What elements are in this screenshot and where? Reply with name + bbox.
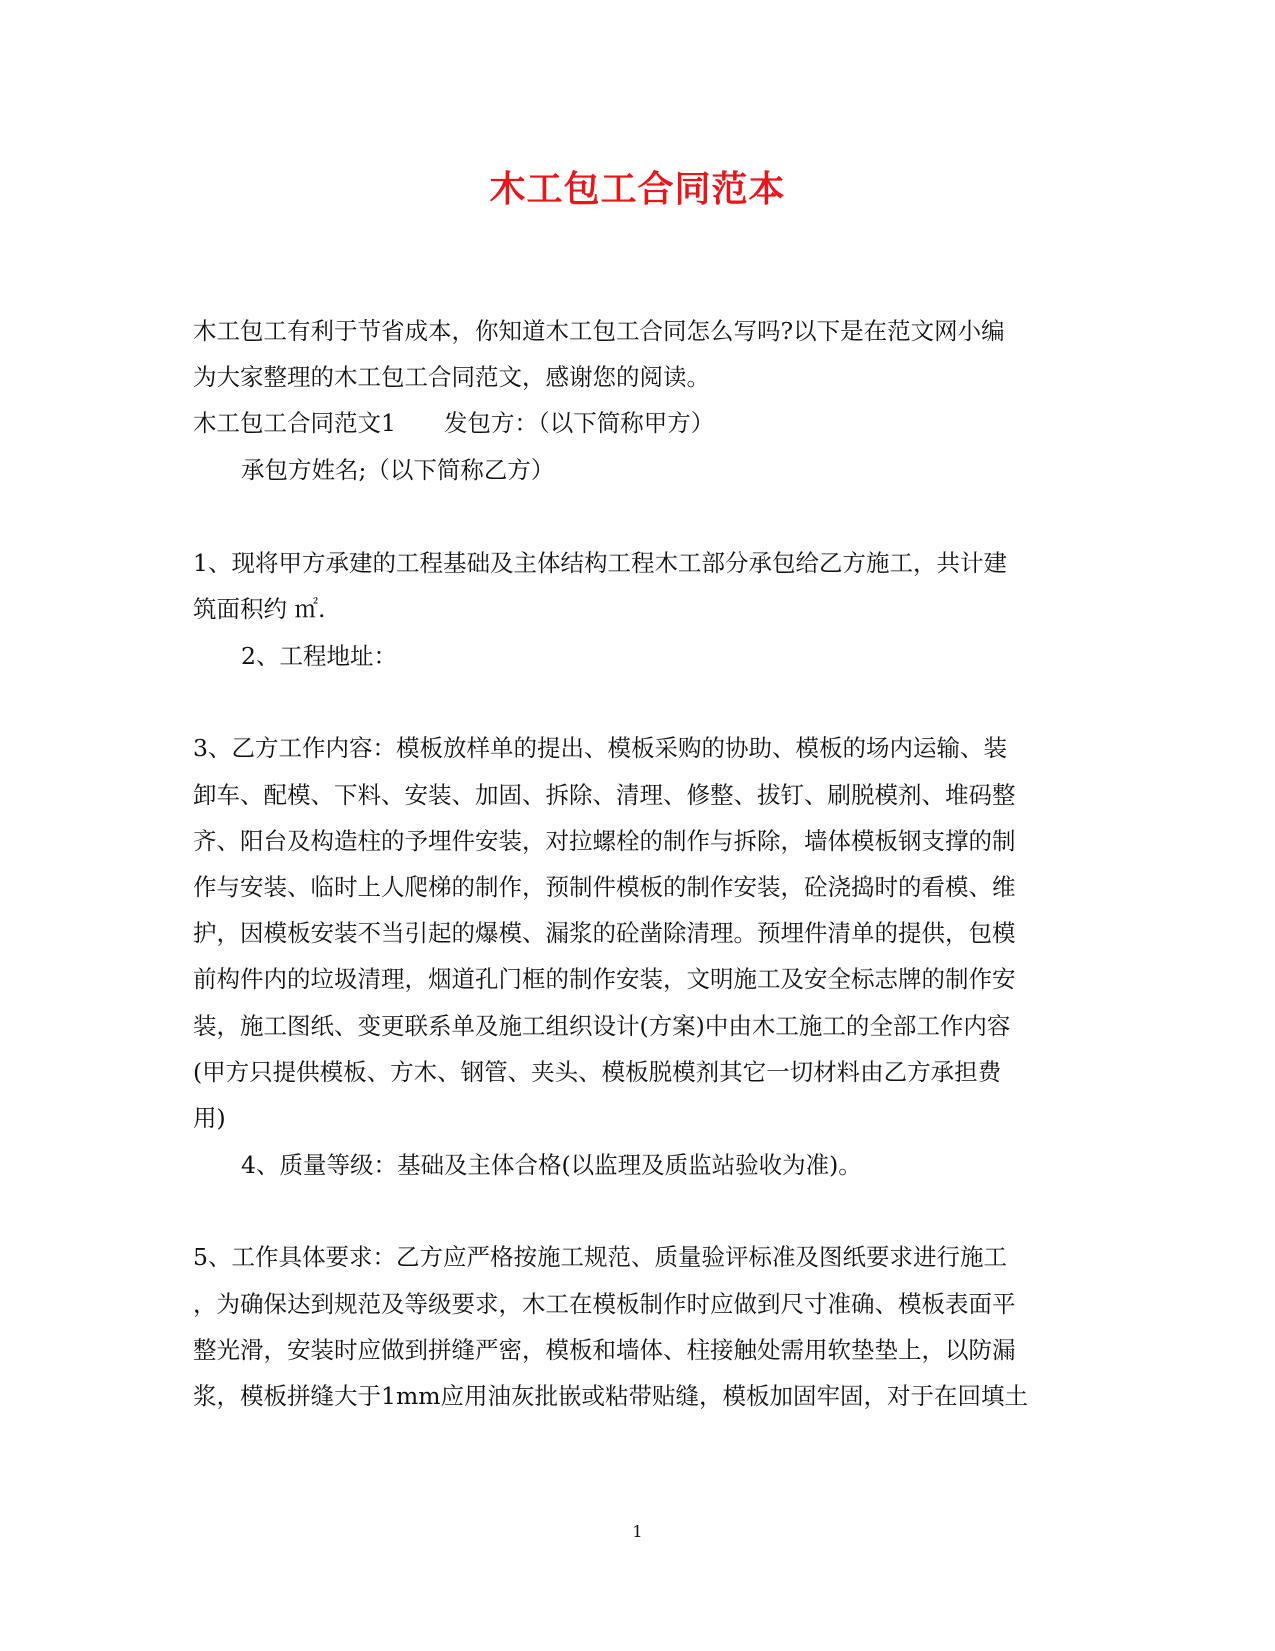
employer-label: 发包方：（以下简称甲方）: [443, 409, 715, 437]
clause-3-line-9: 用): [193, 1104, 226, 1132]
clause-5-line-1: 5、工作具体要求：乙方应严格按施工规范、质量验评标准及图纸要求进行施工: [193, 1243, 1007, 1271]
clause-3-line-7: 装，施工图纸、变更联系单及施工组织设计(方案)中由木工施工的全部工作内容: [193, 1012, 1011, 1040]
contract-heading-line: [193, 408, 714, 438]
clause-5-line-2: ，为确保达到规范及等级要求，木工在模板制作时应做到尺寸准确、模板表面平: [193, 1290, 1016, 1318]
clause-3-line-4: 作与安装、临时上人爬梯的制作，预制件模板的制作安装，砼浇捣时的看模、维: [193, 873, 1016, 901]
clause-3-line-3: 齐、阳台及构造柱的予埋件安装，对拉螺栓的制作与拆除，墙体模板钢支撑的制: [193, 827, 1016, 855]
clause-3-line-1: 3、乙方工作内容：模板放样单的提出、模板采购的协助、模板的场内运输、装: [193, 734, 1007, 762]
clause-5-line-4: 浆，模板拼缝大于1mm应用油灰批嵌或粘带贴缝，模板加固牢固，对于在回填土: [193, 1382, 1029, 1410]
page-number: 1: [632, 1522, 643, 1541]
clause-3-line-2: 卸车、配模、下料、安装、加固、拆除、清理、修整、拔钉、刷脱模剂、堆码整: [193, 781, 1016, 809]
clause-2: 2、工程地址：: [241, 642, 397, 670]
intro-line-2: 为大家整理的木工包工合同范文，感谢您的阅读。: [193, 363, 710, 391]
clause-3-line-5: 护，因模板安装不当引起的爆模、漏浆的砼凿除清理。预埋件清单的提供，包模: [193, 919, 1016, 947]
intro-line-1: 木工包工有利于节省成本，你知道木工包工合同怎么写吗?以下是在范文网小编: [193, 317, 1005, 345]
document-title: 木工包工合同范本: [489, 168, 786, 210]
clause-3-line-6: 前构件内的垃圾清理，烟道孔门框的制作安装，文明施工及安全标志牌的制作安: [193, 965, 1016, 993]
clause-1-line-1: 1、现将甲方承建的工程基础及主体结构工程木工部分承包给乙方施工，共计建: [193, 549, 1007, 577]
contractor-label: 承包方姓名;（以下简称乙方）: [241, 456, 555, 484]
clause-1-line-2: 筑面积约 ㎡.: [193, 595, 326, 623]
clause-5-line-3: 整光滑，安装时应做到拼缝严密，模板和墙体、柱接触处需用软垫垫上，以防漏: [193, 1336, 1016, 1364]
clause-4: 4、质量等级：基础及主体合格(以监理及质监站验收为准)。: [241, 1151, 862, 1179]
clause-3-line-8: (甲方只提供模板、方木、钢管、夹头、模板脱模剂其它一切材料由乙方承担费: [193, 1058, 1002, 1086]
contract-sample-label: 木工包工合同范文1: [193, 409, 396, 437]
